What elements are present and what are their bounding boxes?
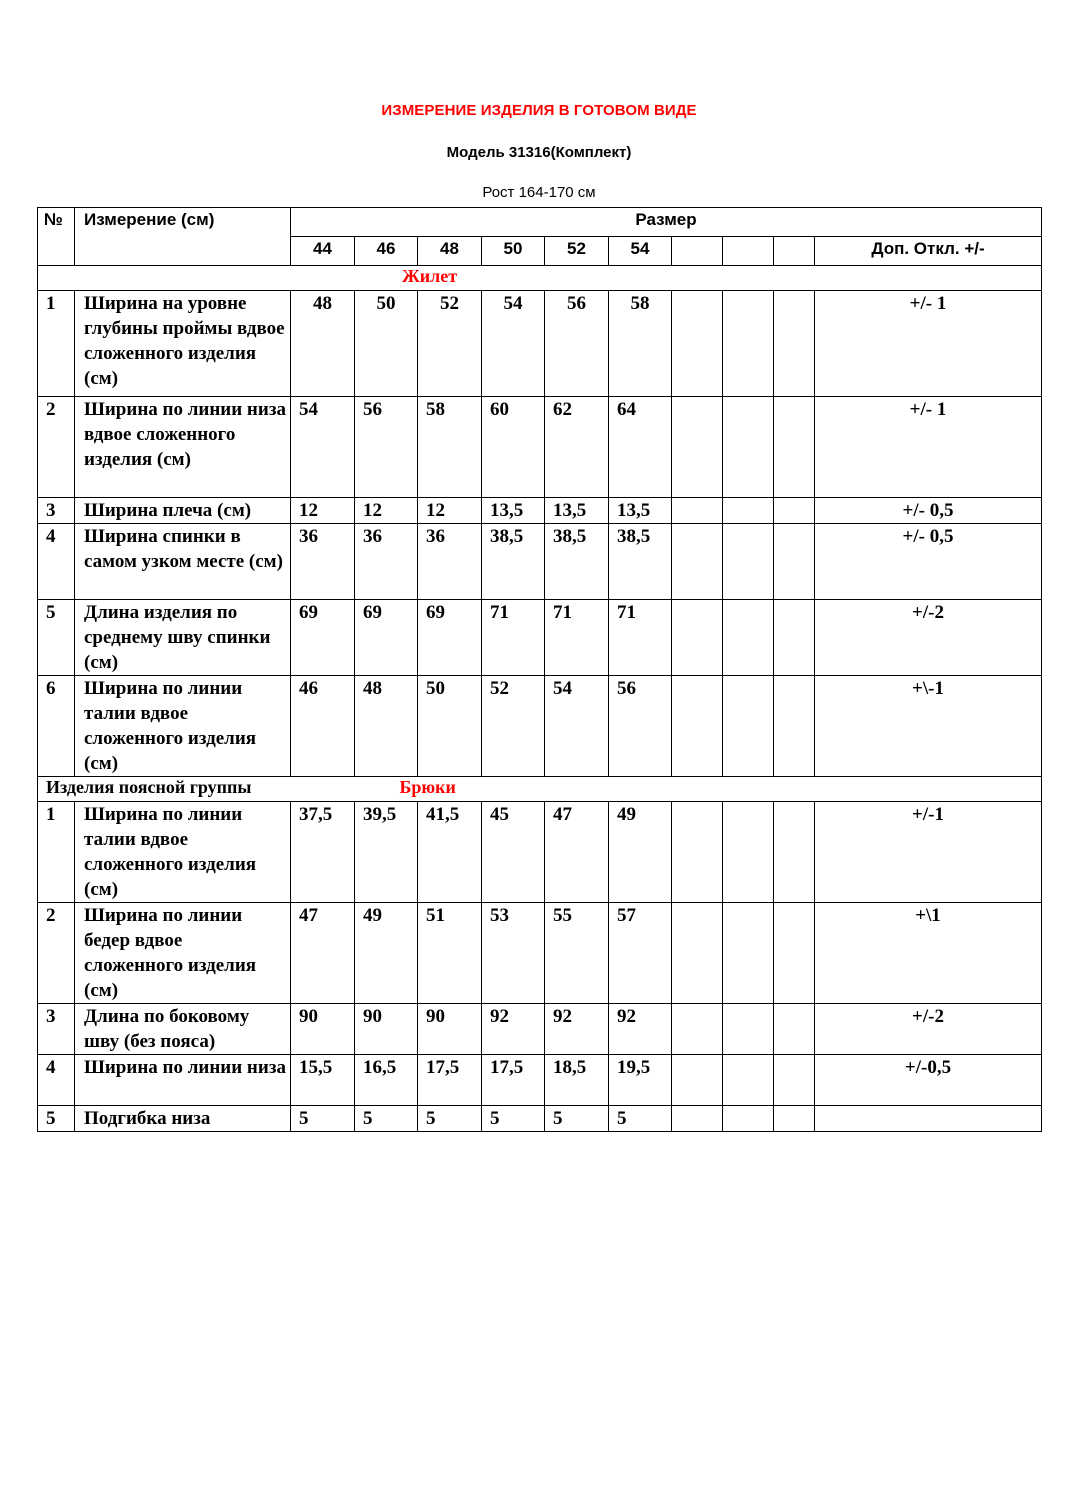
size-value: 12 [355,498,418,524]
empty-cell [672,1106,723,1132]
tolerance-value: +\-1 [815,676,1042,777]
size-value: 16,5 [355,1055,418,1106]
tolerance-value: +/-1 [815,802,1042,903]
size-value: 53 [482,903,545,1004]
table-row [38,291,1042,397]
measurement-name: Ширина по линии бедер вдвое сложенного изделия (см) [75,903,291,1004]
empty-cell [723,903,774,1004]
empty-cell [723,1106,774,1132]
tolerance-value: +/-2 [815,600,1042,676]
empty-cell [774,291,815,397]
section-group-label: Изделия поясной группы [38,777,355,802]
measurement-name: Подгибка низа [75,1106,291,1132]
size-value: 54 [482,291,545,397]
table-row [38,498,1042,524]
empty-size-header [723,237,774,266]
size-value: 18,5 [545,1055,609,1106]
size-value: 39,5 [355,802,418,903]
size-header: 50 [482,237,545,266]
size-value: 90 [418,1004,482,1055]
empty-cell [723,802,774,903]
size-value: 92 [609,1004,672,1055]
size-value: 71 [545,600,609,676]
section-title: Жилет [38,266,1042,291]
empty-cell [774,676,815,777]
size-value: 92 [545,1004,609,1055]
size-value: 47 [291,903,355,1004]
empty-cell [774,903,815,1004]
empty-cell [672,524,723,600]
row-number: 1 [38,291,75,397]
size-value: 51 [418,903,482,1004]
section-row [38,266,1042,291]
empty-cell [774,802,815,903]
size-value: 5 [545,1106,609,1132]
measurement-name: Ширина по линии низа вдвое сложенного изделия (см) [75,397,291,498]
section-row [38,777,1042,802]
size-value: 5 [482,1106,545,1132]
row-number: 2 [38,903,75,1004]
measurement-name: Ширина плеча (см) [75,498,291,524]
col-size-header: Размер [291,208,1042,237]
size-value: 55 [545,903,609,1004]
measurement-name: Ширина по линии талии вдвое сложенного изделия (см) [75,802,291,903]
measurement-table [37,207,1042,1132]
table-row [38,397,1042,498]
size-value: 36 [291,524,355,600]
size-value: 90 [355,1004,418,1055]
size-value: 58 [418,397,482,498]
size-value: 71 [609,600,672,676]
size-value: 38,5 [609,524,672,600]
size-value: 92 [482,1004,545,1055]
empty-cell [672,802,723,903]
measurement-name: Длина изделия по среднему шву спинки (см) [75,600,291,676]
size-value: 45 [482,802,545,903]
size-value: 12 [418,498,482,524]
empty-cell [723,676,774,777]
empty-cell [672,1055,723,1106]
size-value: 13,5 [482,498,545,524]
size-value: 36 [355,524,418,600]
size-value: 49 [609,802,672,903]
table-row [38,1106,1042,1132]
size-value: 48 [291,291,355,397]
size-value: 48 [355,676,418,777]
size-value: 58 [609,291,672,397]
empty-cell [672,903,723,1004]
size-value: 54 [545,676,609,777]
tolerance-value: +/- 0,5 [815,524,1042,600]
empty-cell [672,676,723,777]
tolerance-value: +/- 1 [815,397,1042,498]
row-number: 5 [38,600,75,676]
size-value: 50 [355,291,418,397]
empty-cell [672,1004,723,1055]
empty-cell [723,600,774,676]
row-number: 4 [38,1055,75,1106]
empty-cell [723,498,774,524]
document-title: ИЗМЕРЕНИЕ ИЗДЕЛИЯ В ГОТОВОМ ВИДЕ [381,102,697,119]
measurement-name: Ширина по линии низа [75,1055,291,1106]
size-value: 5 [291,1106,355,1132]
empty-size-header [774,237,815,266]
table-row [38,1055,1042,1106]
row-number: 6 [38,676,75,777]
size-value: 41,5 [418,802,482,903]
measurement-name: Ширина спинки в самом узком месте (см) [75,524,291,600]
empty-cell [774,1055,815,1106]
size-value: 19,5 [609,1055,672,1106]
size-value: 64 [609,397,672,498]
empty-cell [672,498,723,524]
table-row [38,903,1042,1004]
size-value: 12 [291,498,355,524]
table-row [38,524,1042,600]
size-header: 54 [609,237,672,266]
empty-cell [774,498,815,524]
measurement-name: Ширина по линии талии вдвое сложенного изделия (см) [75,676,291,777]
size-value: 71 [482,600,545,676]
table-row [38,600,1042,676]
size-value: 52 [482,676,545,777]
size-value: 5 [609,1106,672,1132]
size-value: 46 [291,676,355,777]
row-number: 1 [38,802,75,903]
row-number: 5 [38,1106,75,1132]
empty-cell [672,291,723,397]
size-value: 17,5 [418,1055,482,1106]
empty-cell [774,1106,815,1132]
size-value: 38,5 [482,524,545,600]
empty-cell [723,1055,774,1106]
measurement-name: Ширина на уровне глубины проймы вдвое сложенного изделия (см) [75,291,291,397]
tolerance-value: +/- 1 [815,291,1042,397]
size-value: 62 [545,397,609,498]
row-number: 4 [38,524,75,600]
size-value: 69 [355,600,418,676]
tolerance-value [815,1106,1042,1132]
row-number: 2 [38,397,75,498]
empty-cell [774,524,815,600]
empty-cell [723,397,774,498]
size-value: 57 [609,903,672,1004]
size-value: 13,5 [609,498,672,524]
size-value: 60 [482,397,545,498]
tolerance-value: +/- 0,5 [815,498,1042,524]
table-row [38,802,1042,903]
height-range: Рост 164-170 см [482,184,596,201]
empty-cell [723,524,774,600]
size-value: 69 [291,600,355,676]
size-value: 36 [418,524,482,600]
empty-size-header [672,237,723,266]
size-value: 56 [609,676,672,777]
size-value: 56 [355,397,418,498]
size-value: 54 [291,397,355,498]
col-measure-header: Измерение (см) [75,208,291,266]
col-number-header: № [38,208,75,266]
size-value: 17,5 [482,1055,545,1106]
empty-cell [774,397,815,498]
size-value: 37,5 [291,802,355,903]
empty-cell [723,291,774,397]
row-number: 3 [38,1004,75,1055]
size-header: 48 [418,237,482,266]
size-value: 47 [545,802,609,903]
empty-cell [723,1004,774,1055]
size-value: 13,5 [545,498,609,524]
tolerance-value: +\1 [815,903,1042,1004]
size-value: 5 [355,1106,418,1132]
size-value: 90 [291,1004,355,1055]
model-name: Модель 31316(Комплект) [446,144,632,161]
tolerance-value: +/-0,5 [815,1055,1042,1106]
measurement-name: Длина по боковому шву (без пояса) [75,1004,291,1055]
empty-cell [672,600,723,676]
size-header: 44 [291,237,355,266]
table-row [38,676,1042,777]
size-value: 15,5 [291,1055,355,1106]
size-value: 5 [418,1106,482,1132]
size-value: 56 [545,291,609,397]
size-value: 50 [418,676,482,777]
size-value: 69 [418,600,482,676]
tolerance-value: +/-2 [815,1004,1042,1055]
size-value: 38,5 [545,524,609,600]
row-number: 3 [38,498,75,524]
table-row [38,1004,1042,1055]
empty-cell [774,1004,815,1055]
size-header: 46 [355,237,418,266]
size-value: 52 [418,291,482,397]
empty-cell [672,397,723,498]
empty-cell [774,600,815,676]
section-title: Брюки [355,777,1042,802]
size-value: 49 [355,903,418,1004]
header-row-1 [38,208,1042,237]
size-header: 52 [545,237,609,266]
col-tolerance-header: Доп. Откл. +/- [815,237,1042,266]
